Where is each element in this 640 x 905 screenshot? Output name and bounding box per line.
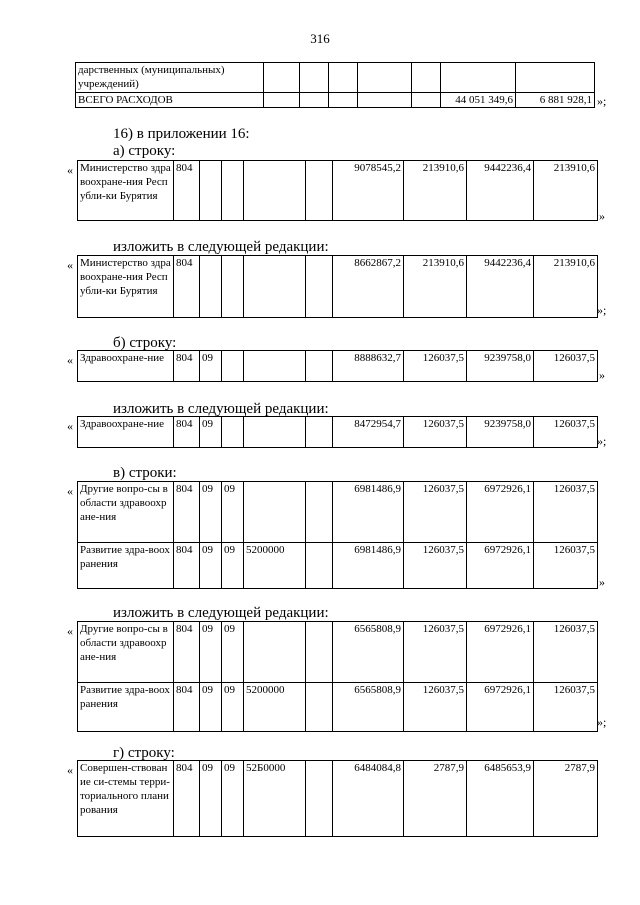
table-row xyxy=(76,93,595,108)
value-cell: 6485653,9 xyxy=(467,761,534,837)
closing-quote: » xyxy=(599,368,605,382)
value-cell: 9239758,0 xyxy=(467,417,534,448)
code-cell: 09 xyxy=(222,482,244,543)
table-row xyxy=(78,683,598,732)
code-cell: 09 xyxy=(222,683,244,732)
row-name: Совершен-ствование си-стемы терри-ториального планирования xyxy=(78,761,174,837)
table-row xyxy=(78,351,598,382)
code-cell: 804 xyxy=(174,482,200,543)
value-cell: 6972926,1 xyxy=(467,622,534,683)
code-cell: 804 xyxy=(174,256,200,318)
value-cell: 126037,5 xyxy=(404,482,467,543)
value-cell: 9078545,2 xyxy=(333,161,404,221)
open-quote: « xyxy=(67,163,73,177)
row-name: Другие вопро-сы в области здравоохране-ния xyxy=(78,622,174,683)
value-cell: 126037,5 xyxy=(404,683,467,732)
table-row xyxy=(78,482,598,543)
row-name: Здравоохране-ние xyxy=(78,351,174,382)
code-cell: 09 xyxy=(222,543,244,589)
closing-quote: » xyxy=(599,209,605,223)
row-name: Министерство здравоохране-ния Республи-ки Бурятия xyxy=(78,161,174,221)
code-cell: 09 xyxy=(200,351,222,382)
open-quote: « xyxy=(67,624,73,638)
value-cell: 9442236,4 xyxy=(467,256,534,318)
row-name: Развитие здра-воохранения xyxy=(78,683,174,732)
closing-quote: » xyxy=(599,575,605,589)
value-cell: 6565808,9 xyxy=(333,622,404,683)
code-cell: 804 xyxy=(174,622,200,683)
table-row xyxy=(78,622,598,683)
value-cell: 126037,5 xyxy=(534,482,598,543)
value-cell: 126037,5 xyxy=(404,351,467,382)
value-cell: 126037,5 xyxy=(534,622,598,683)
value-cell: 213910,6 xyxy=(404,161,467,221)
code-cell: 09 xyxy=(222,622,244,683)
open-quote: « xyxy=(67,763,73,777)
top-table xyxy=(75,62,595,108)
total-value-2: 6 881 928,1 xyxy=(516,93,595,108)
code-cell: 09 xyxy=(200,761,222,837)
row-name: Развитие здра-воохранения xyxy=(78,543,174,589)
value-cell: 2787,9 xyxy=(404,761,467,837)
closing-quote: »; xyxy=(597,434,607,448)
value-cell: 9442236,4 xyxy=(467,161,534,221)
heading-b: б) строку: xyxy=(113,335,177,351)
closing-quote: »; xyxy=(597,303,607,317)
replace-heading: изложить в следующей редакции: xyxy=(113,401,329,417)
table-a-before xyxy=(77,160,598,221)
value-cell: 213910,6 xyxy=(534,256,598,318)
code-cell: 09 xyxy=(200,417,222,448)
table-v-after xyxy=(77,621,598,732)
value-cell: 126037,5 xyxy=(534,351,598,382)
page-number: 316 xyxy=(310,31,330,46)
table-a-after xyxy=(77,255,598,318)
code-cell: 804 xyxy=(174,761,200,837)
code-cell: 5200000 xyxy=(244,683,306,732)
row-name: Здравоохране-ние xyxy=(78,417,174,448)
code-cell: 804 xyxy=(174,161,200,221)
value-cell: 126037,5 xyxy=(404,417,467,448)
item-16-heading: 16) в приложении 16: xyxy=(113,126,250,142)
heading-v: в) строки: xyxy=(113,465,177,481)
code-cell: 804 xyxy=(174,683,200,732)
code-cell: 804 xyxy=(174,351,200,382)
open-quote: « xyxy=(67,484,73,498)
replace-heading: изложить в следующей редакции: xyxy=(113,605,329,621)
value-cell: 6565808,9 xyxy=(333,683,404,732)
value-cell: 213910,6 xyxy=(534,161,598,221)
table-v-before xyxy=(77,481,598,589)
value-cell: 6972926,1 xyxy=(467,543,534,589)
value-cell: 6484084,8 xyxy=(333,761,404,837)
table-row xyxy=(76,63,595,93)
open-quote: « xyxy=(67,353,73,367)
value-cell: 126037,5 xyxy=(534,417,598,448)
code-cell: 09 xyxy=(200,482,222,543)
table-row xyxy=(78,161,598,221)
value-cell: 8662867,2 xyxy=(333,256,404,318)
value-cell: 126037,5 xyxy=(404,622,467,683)
table-row xyxy=(78,761,598,837)
code-cell: 09 xyxy=(200,683,222,732)
row-name: Другие вопро-сы в области здравоохране-ния xyxy=(78,482,174,543)
value-cell: 126037,5 xyxy=(534,543,598,589)
row-name: Министерство здравоохране-ния Республи-ки Бурятия xyxy=(78,256,174,318)
value-cell: 126037,5 xyxy=(534,683,598,732)
value-cell: 6972926,1 xyxy=(467,482,534,543)
value-cell: 6981486,9 xyxy=(333,543,404,589)
code-cell: 52Б0000 xyxy=(244,761,306,837)
code-cell: 5200000 xyxy=(244,543,306,589)
code-cell: 804 xyxy=(174,543,200,589)
open-quote: « xyxy=(67,419,73,433)
row-name: ВСЕГО РАСХОДОВ xyxy=(76,93,264,108)
value-cell: 8888632,7 xyxy=(333,351,404,382)
replace-heading: изложить в следующей редакции: xyxy=(113,239,329,255)
value-cell: 6972926,1 xyxy=(467,683,534,732)
code-cell: 09 xyxy=(200,543,222,589)
table-g-before xyxy=(77,760,598,837)
code-cell: 09 xyxy=(222,761,244,837)
closing-quote: »; xyxy=(597,94,607,108)
code-cell: 09 xyxy=(200,622,222,683)
value-cell: 213910,6 xyxy=(404,256,467,318)
table-row xyxy=(78,417,598,448)
row-name: дарственных (муниципальных) учреждений) xyxy=(76,63,264,93)
value-cell: 6981486,9 xyxy=(333,482,404,543)
closing-quote: »; xyxy=(597,715,607,729)
table-b-before xyxy=(77,350,598,382)
value-cell: 126037,5 xyxy=(404,543,467,589)
code-cell: 804 xyxy=(174,417,200,448)
table-row xyxy=(78,543,598,589)
heading-g: г) строку: xyxy=(113,745,175,761)
table-row xyxy=(78,256,598,318)
table-b-after xyxy=(77,416,598,448)
value-cell: 2787,9 xyxy=(534,761,598,837)
open-quote: « xyxy=(67,258,73,272)
total-value-1: 44 051 349,6 xyxy=(441,93,516,108)
value-cell: 9239758,0 xyxy=(467,351,534,382)
value-cell: 8472954,7 xyxy=(333,417,404,448)
heading-a: а) строку: xyxy=(113,143,176,159)
